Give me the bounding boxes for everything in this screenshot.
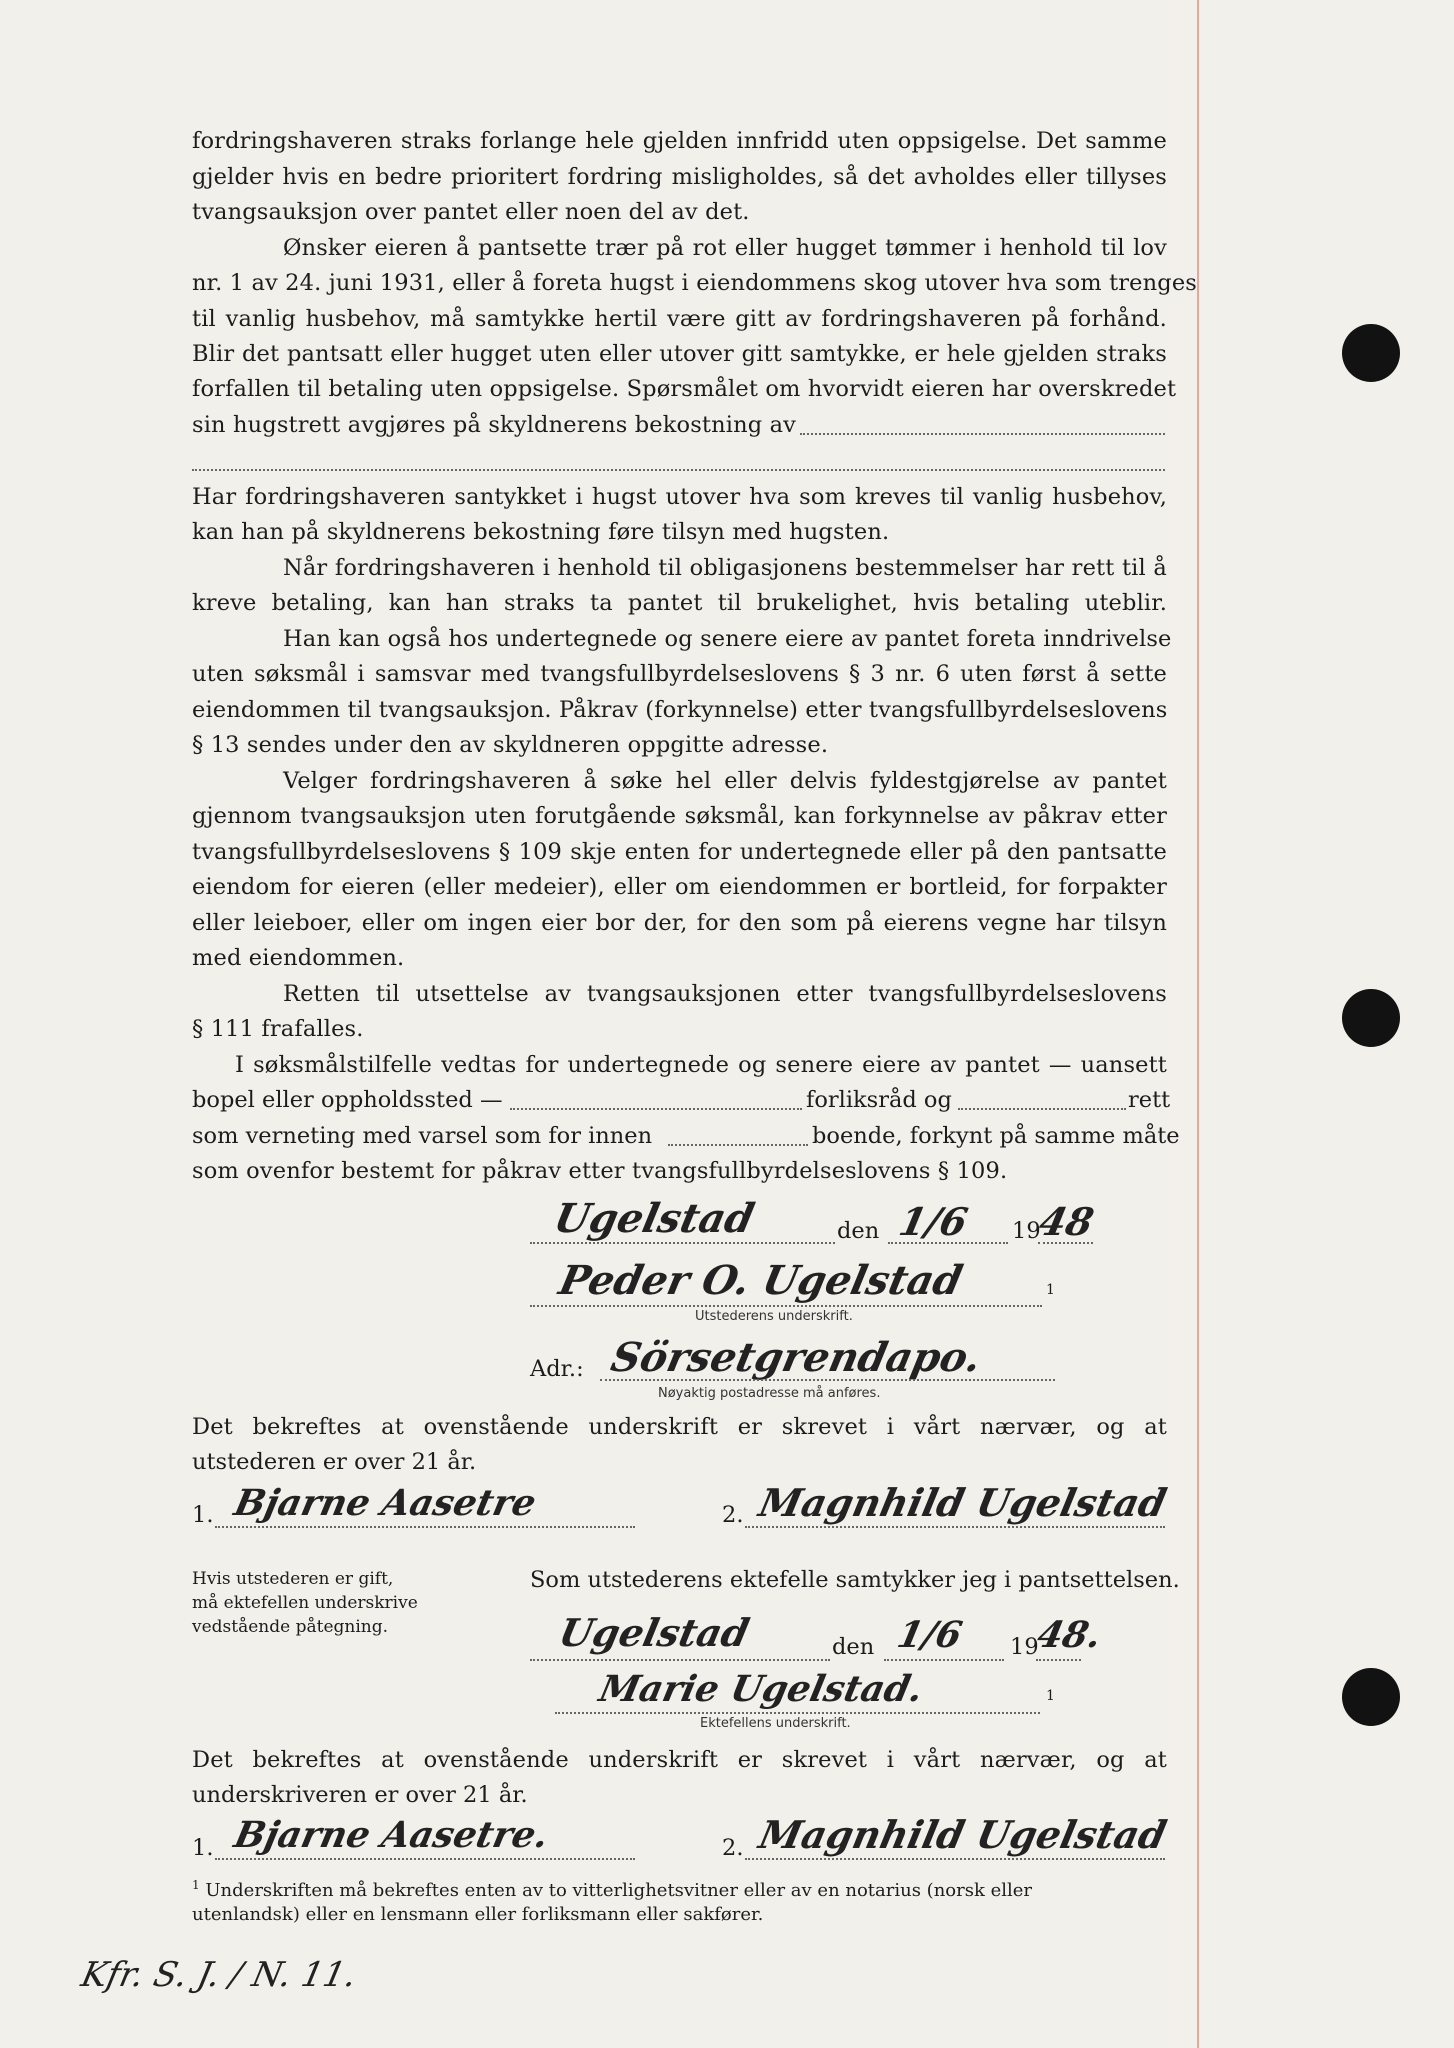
body-line: forfallen til betaling uten oppsigelse. Spørsmålet om hvorvidt eieren har overskredet <box>192 376 1177 402</box>
body-line: fordringshaveren straks forlange hele gjelden innfridd uten oppsigelse. Det samme <box>192 128 1167 154</box>
witness-text: Det bekreftes at ovenstående underskrift er skrevet i vårt nærvær, og at <box>192 1414 1167 1440</box>
body-line: eller leieboer, eller om ingen eier bor der, for den som på eierens vegne har tilsyn <box>192 910 1167 936</box>
punch-hole-bottom <box>1342 1668 1400 1726</box>
body-text: forliksråd og <box>806 1087 952 1113</box>
dotted-fill-line <box>958 1108 1126 1110</box>
body-line: I søksmålstilfelle vedtas for undertegnede og senere eiere av pantet — uansett <box>235 1052 1167 1078</box>
witness-number: 1. <box>192 1502 214 1528</box>
signature-line <box>555 1712 1040 1714</box>
date-den-label: den <box>832 1634 875 1660</box>
signature-line <box>745 1526 1165 1528</box>
body-line: tvangsfullbyrdelseslovens § 109 skje enten for undertegnede eller på den pantsatte <box>192 839 1167 865</box>
body-text: som verneting med varsel som for innen <box>192 1123 653 1149</box>
body-line: Retten til utsettelse av tvangsauksjonen etter tvangsfullbyrdelseslovens <box>283 981 1167 1007</box>
body-line: nr. 1 av 24. juni 1931, eller å foreta hugst i eiendommens skog utover hva som trenges <box>192 270 1198 296</box>
signature-caption: Ektefellens underskrift. <box>700 1716 851 1731</box>
signature-line <box>215 1858 635 1860</box>
punch-hole-top <box>1342 324 1400 382</box>
address-line <box>600 1379 1055 1381</box>
dotted-fill-line <box>1036 1659 1081 1661</box>
address-caption: Nøyaktig postadresse må anføres. <box>658 1386 881 1401</box>
year-prefix: 19 <box>1012 1218 1041 1244</box>
dotted-fill-line <box>530 1659 830 1661</box>
margin-note-handwritten: Kfr. S. J. / N. 11. <box>77 1955 361 1995</box>
footnote-text: Underskriften må bekreftes enten av to vitterlighetsvitner eller av en notarius (norsk eller <box>205 1880 1033 1901</box>
dotted-fill-line <box>530 1242 835 1244</box>
witness-number: 1. <box>192 1835 214 1861</box>
body-text: bopel eller oppholdssted — <box>192 1087 503 1113</box>
witness-1-signature: Bjarne Aasetre <box>230 1482 540 1524</box>
dotted-fill-line <box>668 1144 808 1146</box>
spouse-side-note: Hvis utstederen er gift, <box>192 1569 394 1589</box>
body-line: Han kan også hos undertegnede og senere eiere av pantet foreta inndrivelse <box>283 626 1172 652</box>
body-line: Ønsker eieren å pantsette trær på rot eller hugget tømmer i henhold til lov <box>283 235 1167 261</box>
body-line: som ovenfor bestemt for påkrav etter tvangsfullbyrdelseslovens § 109. <box>192 1158 1008 1184</box>
spouse-signature: Marie Ugelstad. <box>595 1668 927 1710</box>
body-line: Har fordringshaveren santykket i hugst utover hva som kreves til vanlig husbehov, <box>192 484 1167 510</box>
witness-1-signature: Bjarne Aasetre. <box>230 1814 553 1856</box>
body-line: eiendom for eieren (eller medeier), eller om eiendommen er bortleid, for forpakter <box>192 874 1167 900</box>
footnote <box>192 1878 1032 1901</box>
body-line: Velger fordringshaveren å søke hel eller delvis fyldestgjørelse av pantet <box>283 768 1167 794</box>
issuer-year-handwritten: 48 <box>1035 1199 1098 1244</box>
spouse-consent-text: Som utstederens ektefelle samtykker jeg i pantsettelsen. <box>530 1567 1180 1593</box>
body-line: uten søksmål i samsvar med tvangsfullbyrdelseslovens § 3 nr. 6 uten først å sette <box>192 661 1167 687</box>
body-line: § 111 frafalles. <box>192 1016 364 1042</box>
body-line: gjennom tvangsauksjon uten forutgående søksmål, kan forkynnelse av påkrav etter <box>192 803 1167 829</box>
dotted-fill-line <box>1038 1242 1093 1244</box>
spouse-date-handwritten: 1/6 <box>893 1614 966 1656</box>
signature-line <box>215 1526 635 1528</box>
body-line: gjelder hvis en bedre prioritert fordring misligholdes, så det avholdes eller tillyses <box>192 164 1167 190</box>
witness-text: underskriveren er over 21 år. <box>192 1782 528 1808</box>
witness-number: 2. <box>722 1835 744 1861</box>
issuer-date-handwritten: 1/6 <box>895 1199 972 1244</box>
dotted-fill-line <box>192 469 1165 471</box>
dotted-fill-line <box>888 1242 1008 1244</box>
witness-text: utstederen er over 21 år. <box>192 1449 477 1475</box>
dotted-fill-line <box>800 433 1165 435</box>
body-line: til vanlig husbehov, må samtykke hertil være gitt av fordringshaveren på forhånd. <box>192 306 1167 332</box>
footnote-mark: 1 <box>192 1878 200 1892</box>
footnote-text: utenlandsk) eller en lensmann eller forliksmann eller sakfører. <box>192 1904 764 1925</box>
issuer-signature: Peder O. Ugelstad <box>555 1257 967 1304</box>
dotted-fill-line <box>510 1108 802 1110</box>
witness-2-signature: Magnhild Ugelstad <box>755 1480 1171 1525</box>
dotted-fill-line <box>884 1659 1004 1661</box>
spouse-year-handwritten: 48. <box>1033 1614 1106 1656</box>
date-den-label: den <box>837 1218 880 1244</box>
body-text: boende, forkynt på samme måte <box>812 1123 1180 1149</box>
spouse-side-note: må ektefellen underskrive <box>192 1593 418 1613</box>
body-line: eiendommen til tvangsauksjon. Påkrav (forkynnelse) etter tvangsfullbyrdelseslovens <box>192 697 1168 723</box>
spouse-place-handwritten: Ugelstad <box>555 1610 754 1655</box>
body-line: Når fordringshaveren i henhold til obligasjonens bestemmelser har rett til å <box>283 555 1167 581</box>
issuer-place-handwritten: Ugelstad <box>550 1195 759 1242</box>
body-line: § 13 sendes under den av skyldneren oppgitte adresse. <box>192 732 829 758</box>
body-line: sin hugstrett avgjøres på skyldnerens bekostning av <box>192 412 797 438</box>
year-prefix: 19 <box>1010 1634 1039 1660</box>
body-line: Blir det pantsatt eller hugget uten eller utover gitt samtykke, er hele gjelden straks <box>192 341 1167 367</box>
witness-text: Det bekreftes at ovenstående underskrift er skrevet i vårt nærvær, og at <box>192 1747 1167 1773</box>
witness-2-signature: Magnhild Ugelstad <box>755 1812 1171 1857</box>
issuer-address-handwritten: Sörsetgrendapo. <box>607 1334 986 1381</box>
margin-rule <box>1197 0 1199 2048</box>
body-line: kan han på skyldnerens bekostning føre tilsyn med hugsten. <box>192 519 890 545</box>
punch-hole-middle <box>1342 989 1400 1047</box>
signature-line <box>530 1305 1042 1307</box>
witness-number: 2. <box>722 1502 744 1528</box>
body-line: kreve betaling, kan han straks ta pantet til brukelighet, hvis betaling uteblir. <box>192 590 1167 616</box>
body-text: rett <box>1128 1087 1171 1113</box>
body-line: med eiendommen. <box>192 945 405 971</box>
body-line: tvangsauksjon over pantet eller noen del av det. <box>192 199 750 225</box>
footnote-mark: 1 <box>1046 1282 1055 1298</box>
spouse-side-note: vedstående påtegning. <box>192 1617 389 1637</box>
footnote-mark: 1 <box>1046 1688 1055 1704</box>
signature-caption: Utstederens underskrift. <box>695 1309 853 1324</box>
address-label: Adr.: <box>530 1356 584 1382</box>
signature-line <box>745 1858 1165 1860</box>
